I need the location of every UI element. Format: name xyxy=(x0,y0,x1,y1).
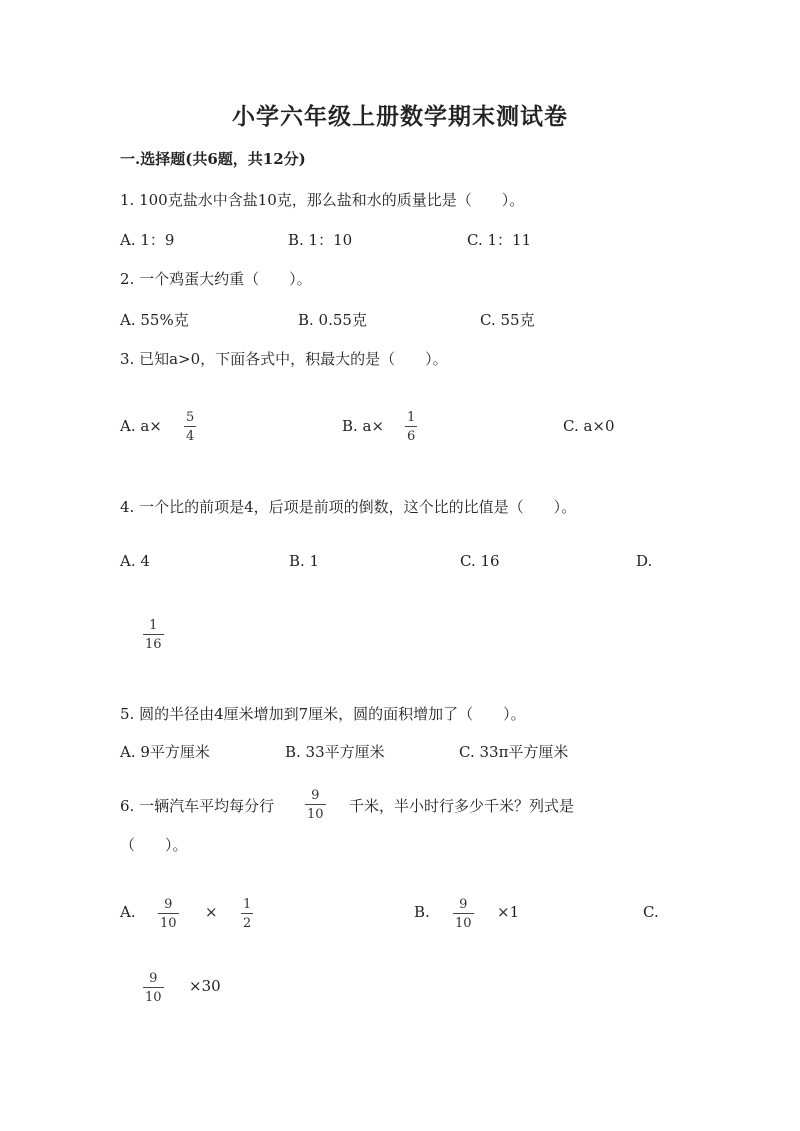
question-6-stem-fraction xyxy=(305,788,326,822)
fraction-numerator: 1 xyxy=(149,618,158,633)
page-title: 小学六年级上册数学期末测试卷 xyxy=(232,103,568,130)
fraction-bar xyxy=(405,426,417,427)
fraction-denominator: 16 xyxy=(145,637,162,652)
question-2-option-c: C. 55克 xyxy=(480,311,535,329)
question-1-option-c: C. 1：11 xyxy=(467,231,532,249)
question-3-option-a-fraction xyxy=(184,410,196,444)
question-3-option-b-label: B. a× xyxy=(342,417,385,435)
fraction-denominator: 10 xyxy=(307,807,324,822)
question-1-option-a: A. 1：9 xyxy=(120,231,175,249)
question-5-stem: 5. 圆的半径由4厘米增加到7厘米，圆的面积增加了（ ）。 xyxy=(120,705,526,723)
fraction-bar xyxy=(305,804,326,805)
question-4-option-d-label: D. xyxy=(636,552,653,570)
question-6-stem-end: 千米，半小时行多少千米？列式是 xyxy=(349,797,575,815)
question-4-option-d-fraction xyxy=(143,618,164,652)
fraction-bar xyxy=(158,913,179,914)
question-2-option-a: A. 55%克 xyxy=(120,311,189,329)
question-2-option-b: B. 0.55克 xyxy=(298,311,367,329)
fraction-denominator: 4 xyxy=(186,429,195,444)
question-4-option-c: C. 16 xyxy=(460,552,500,570)
question-3-option-a-label: A. a× xyxy=(120,417,162,435)
question-6-option-c-label: C. xyxy=(643,903,659,921)
fraction-denominator: 10 xyxy=(455,916,472,931)
fraction-bar xyxy=(453,913,474,914)
fraction-bar xyxy=(143,634,164,635)
question-6-option-c-suffix: ×30 xyxy=(189,977,221,995)
fraction-bar xyxy=(143,987,164,988)
fraction-numerator: 9 xyxy=(164,897,173,912)
question-6-option-b-label: B. xyxy=(414,903,430,921)
question-6-option-b-fraction xyxy=(453,897,474,931)
fraction-denominator: 2 xyxy=(243,916,252,931)
question-4-stem: 4. 一个比的前项是4，后项是前项的倒数，这个比的比值是（ ）。 xyxy=(120,498,577,516)
question-6-stem-line2: （ ）。 xyxy=(120,836,188,854)
question-6-option-c-fraction xyxy=(143,971,164,1005)
question-4-option-b: B. 1 xyxy=(289,552,320,570)
fraction-numerator: 5 xyxy=(186,410,195,425)
question-5-option-a: A. 9平方厘米 xyxy=(120,743,210,761)
fraction-denominator: 10 xyxy=(145,990,162,1005)
fraction-numerator: 9 xyxy=(149,971,158,986)
question-6-option-a-operator: × xyxy=(205,903,218,921)
fraction-denominator: 10 xyxy=(160,916,177,931)
question-2-stem: 2. 一个鸡蛋大约重（ ）。 xyxy=(120,270,312,288)
fraction-numerator: 1 xyxy=(407,410,416,425)
question-6-stem-start: 6. 一辆汽车平均每分行 xyxy=(120,797,275,815)
question-3-stem: 3. 已知a>0，下面各式中，积最大的是（ ）。 xyxy=(120,350,448,368)
fraction-bar xyxy=(184,426,196,427)
question-5-option-b: B. 33平方厘米 xyxy=(285,743,385,761)
fraction-numerator: 1 xyxy=(243,897,252,912)
fraction-bar xyxy=(241,913,253,914)
question-3-option-c: C. a×0 xyxy=(563,417,615,435)
question-5-option-c: C. 33π平方厘米 xyxy=(459,743,569,761)
question-1-stem: 1. 100克盐水中含盐10克，那么盐和水的质量比是（ ）。 xyxy=(120,191,525,209)
question-4-option-a: A. 4 xyxy=(120,552,150,570)
fraction-numerator: 9 xyxy=(459,897,468,912)
question-1-option-b: B. 1：10 xyxy=(288,231,353,249)
question-3-option-b-fraction xyxy=(405,410,417,444)
fraction-numerator: 9 xyxy=(311,788,320,803)
question-6-option-b-suffix: ×1 xyxy=(497,903,520,921)
question-6-option-a-label: A. xyxy=(120,903,136,921)
fraction-denominator: 6 xyxy=(407,429,416,444)
question-6-option-a-fraction-2 xyxy=(241,897,253,931)
section-heading: 一.选择题(共6题，共12分) xyxy=(120,150,306,168)
question-6-option-a-fraction-1 xyxy=(158,897,179,931)
